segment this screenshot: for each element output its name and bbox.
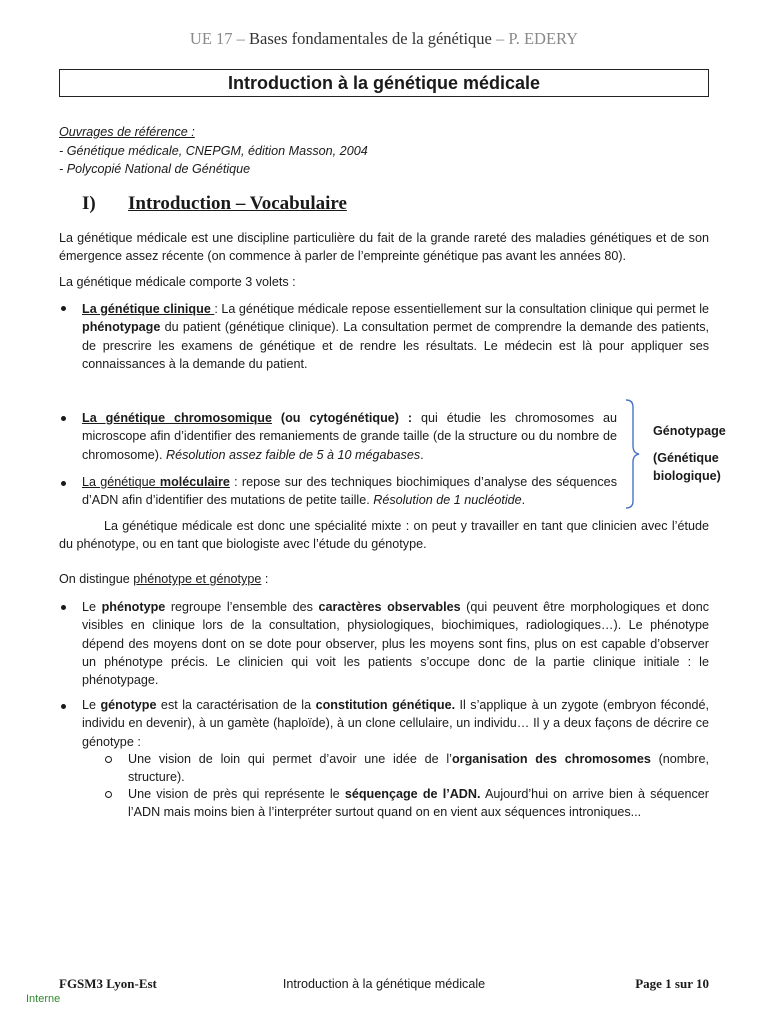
- document-title: Introduction à la génétique médicale: [59, 69, 709, 97]
- sub-bullet-icon: [105, 791, 112, 798]
- bullet-icon: [61, 704, 66, 709]
- section-title: Introduction – Vocabulaire: [128, 193, 347, 214]
- section-number: I): [82, 193, 96, 214]
- page-header: UE 17 – Bases fondamentales de la génétique – P. EDERY: [189, 29, 579, 48]
- header-author: P. EDERY: [508, 29, 579, 48]
- bullet-icon: [61, 416, 66, 421]
- bullet-icon: [61, 605, 66, 610]
- phenotype-definition: Le phénotype regroupe l’ensemble des caractères observables (qui peuvent être morphologiques et donc visibles en clinique lors de la consultation, physiologiques, biochimiques, radiologiques…). Le phénotype dépend des moyens dont on se dote pour observer, plus les moyens sont fins, plus on est capable d’observer un phénotype précis. Le clinicien qui voit les patients s’occupe donc de la partie clinique initiale : le phénotypage.: [82, 600, 710, 688]
- intro-volets: La génétique médicale comporte 3 volets :: [59, 275, 296, 289]
- bullet-icon: [61, 481, 66, 486]
- reference-item: - Génétique médicale, CNEPGM, édition Masson, 2004: [59, 143, 368, 158]
- side-note-genotypage: Génotypage: [653, 424, 726, 438]
- curly-brace-icon: [622, 398, 644, 510]
- volet-clinique: La génétique clinique : La génétique médicale repose essentiellement sur la consultation clinique qui permet le phénotypage du patient (génétique clinique). La consultation permet de comprendre la demande des patients, de prescrire les examens de génétique et de rendre les résultats. Le médecin est là pour appliquer ses connaissances à la demande du patient.: [82, 302, 709, 371]
- genotype-definition: Le génotype est la caractérisation de la constitution génétique. Il s’applique à un zygote (embryon fécondé, individu en devenir), à un gamète (haploïde), à un clone cellulaire, un individu… Il y a deux façons de décrire ce génotype :: [82, 698, 709, 749]
- bullet-icon: [61, 306, 66, 311]
- intro-paragraph: La génétique médicale est une discipline particulière du fait de la grande rareté des maladies génétiques et de son émergence assez récente (on commence à parler de l’empreinte génétique pas avant les années 80).: [59, 231, 709, 264]
- distinguish-line: On distingue phénotype et génotype :: [59, 572, 269, 586]
- volet-moleculaire: La génétique moléculaire : repose sur des techniques biochimiques d’analyse des séquences d’ADN afin d’identifier des mutations de petite taille. Résolution de 1 nucléotide.: [82, 475, 617, 508]
- classification-label: Interne: [26, 993, 61, 1005]
- volet-chromosomique: La génétique chromosomique (ou cytogénétique) : qui étudie les chromosomes au microscope afin d’identifier des remaniements de grande taille (de la structure ou du nombre de chromosome). Résolution assez faible de 5 à 10 mégabases.: [82, 411, 618, 462]
- section-heading: [82, 193, 347, 214]
- mixte-paragraph: La génétique médicale est donc une spécialité mixte : on peut y travailler en tant que clinicien avec l’étude du phénotype, ou en tant que biologiste avec l’étude du génotype.: [59, 519, 709, 552]
- header-ue: UE 17: [189, 29, 233, 48]
- reference-item: - Polycopié National de Génétique: [59, 162, 251, 176]
- footer-center: Introduction à la génétique médicale: [282, 977, 486, 991]
- footer-page-number: Page 1 sur 10: [635, 976, 709, 991]
- side-note-genetique-biologique: (Génétique biologique): [653, 451, 721, 483]
- references-heading: Ouvrages de référence :: [59, 125, 195, 139]
- references: [59, 123, 368, 179]
- genotype-vision-pres: Une vision de près qui représente le séquençage de l’ADN. Aujourd’hui on arrive bien à séquencer l’ADN mais moins bien à l’interpréter surtout quand on en vient aux séquences introniques...: [128, 787, 709, 820]
- genotype-vision-loin: Une vision de loin qui permet d’avoir une idée de l’organisation des chromosomes (nombre, structure).: [128, 752, 709, 785]
- sub-bullet-icon: [105, 756, 112, 763]
- header-subject: Bases fondamentales de la génétique: [249, 29, 492, 48]
- footer-left: FGSM3 Lyon-Est: [59, 976, 157, 991]
